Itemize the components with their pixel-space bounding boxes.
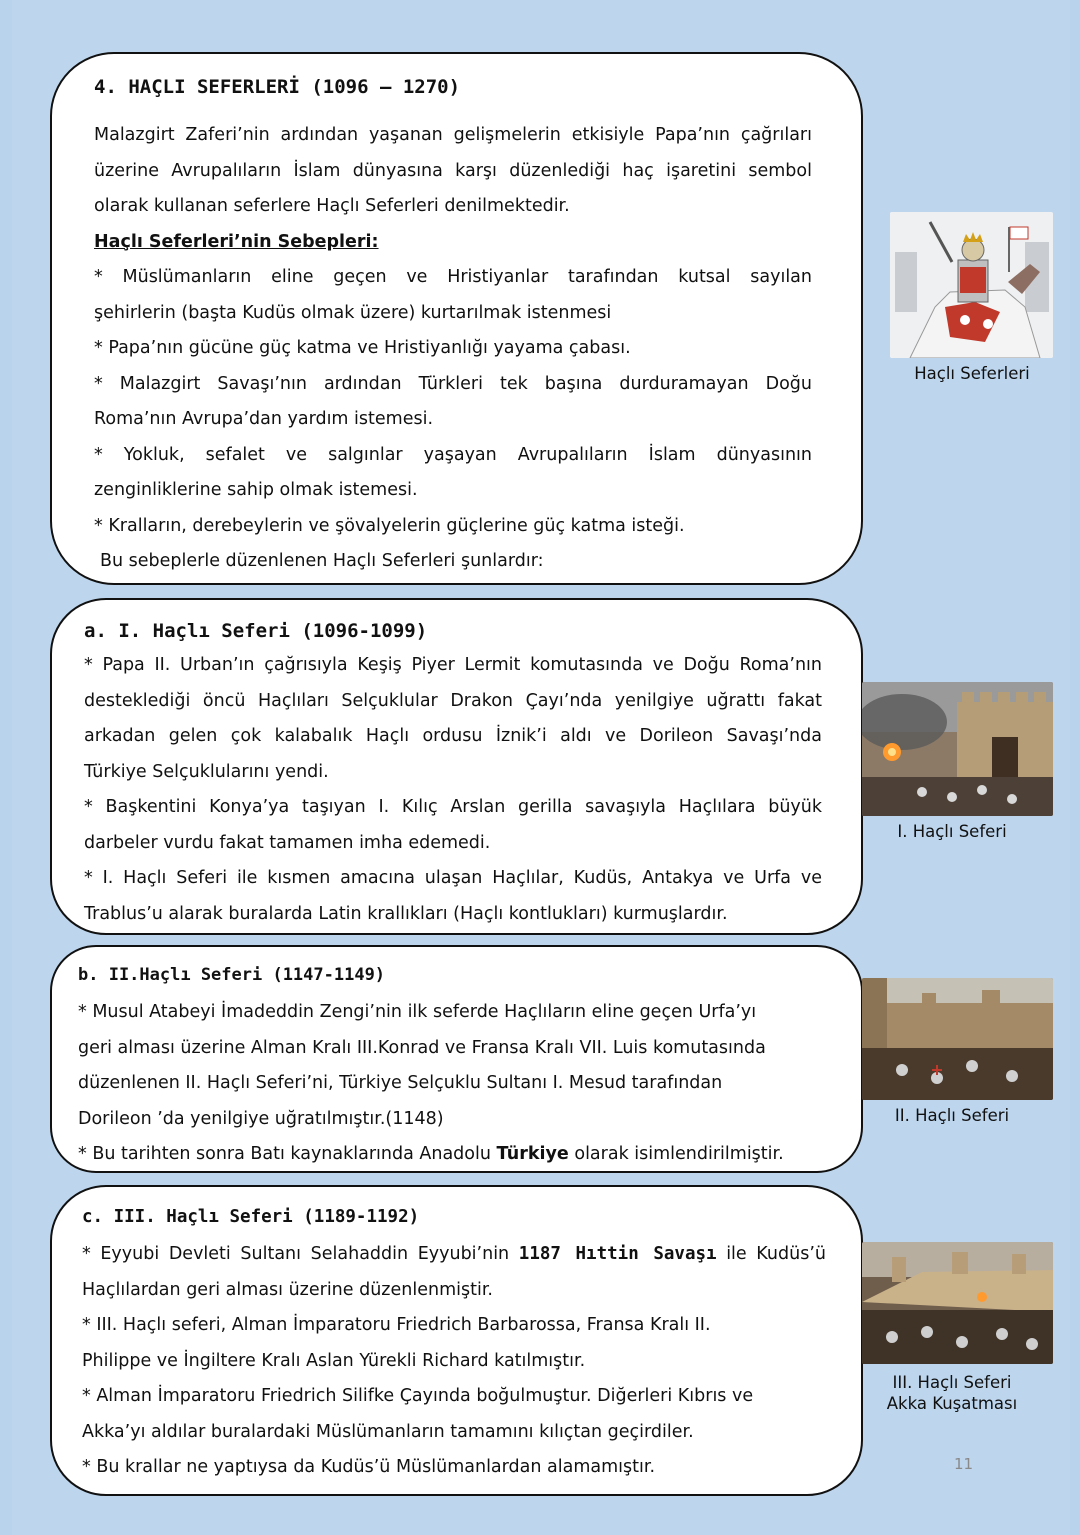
text-line: düzenlenen II. Haçlı Seferi’ni, Türkiye Selçuklu Sultanı I. Mesud tarafından — [78, 1073, 723, 1093]
section-box-third-crusade — [50, 1185, 863, 1496]
image-caption: II. Haçlı Seferi — [894, 1106, 1010, 1125]
text-line — [78, 1137, 838, 1173]
acre-siege-illustration — [862, 1242, 1053, 1364]
text-line: * I. Haçlı Seferi ile kısmen amacına ulaşan Haçlılar, Kudüs, Antakya ve Urfa ve — [84, 868, 822, 888]
page-number: 11 — [954, 1455, 974, 1473]
cause-line: * Kralların, derebeylerin ve şövalyelerin güçlerine güç katma isteği. — [94, 515, 685, 536]
causes-heading: Haçlı Seferleri’nin Sebepleri: — [94, 231, 379, 252]
text-segment: olarak isimlendirilmiştir. — [568, 1144, 784, 1164]
section-box-haclı-seferleri — [50, 52, 863, 585]
text-line: * Alman İmparatoru Friedrich Silifke Çayında boğulmuştur. Diğerleri Kıbrıs ve — [82, 1386, 754, 1406]
text-segment: * Bu tarihten sonra Batı kaynaklarında Anadolu — [78, 1144, 497, 1164]
second-crusade-image — [862, 978, 1053, 1100]
cause-line: * Müslümanların eline geçen ve Hristiyanlar tarafından kutsal sayılan — [94, 267, 812, 287]
caption-line: Akka Kuşatması — [886, 1394, 1018, 1413]
cause-line: şehirlerin (başta Kudüs olmak üzere) kurtarılmak istenmesi — [94, 302, 612, 323]
intro-line: üzerine Avrupalıların İslam dünyasına karşı düzenlediği haç işaretini sembol — [94, 160, 812, 181]
text-line: Dorileon ’da yenilgiye uğratılmıştır.(1148) — [78, 1108, 444, 1129]
text-segment: ile Kudüs’ü — [716, 1244, 826, 1264]
text-line: * Bu krallar ne yaptıysa da Kudüs’ü Müslümanlardan alamamıştır. — [82, 1457, 656, 1477]
text-line: Akka’yı aldılar buralardaki Müslümanların tamamını kılıçtan geçirdiler. — [82, 1421, 694, 1442]
text-line: * Musul Atabeyi İmadeddin Zengi’nin ilk seferde Haçlıların eline geçen Urfa’yı — [78, 1002, 757, 1022]
cause-line: * Malazgirt Savaşı’nın ardından Türkleri tek başına durduramayan Doğu — [94, 373, 812, 394]
cause-line: * Papa’nın gücüne güç katma ve Hristiyanlığı yayama çabası. — [94, 338, 631, 358]
section-box-first-crusade — [50, 598, 863, 935]
image-caption: Haçlı Seferleri — [914, 364, 1030, 383]
cause-line: Roma’nın Avrupa’dan yardım istemesi. — [94, 409, 434, 429]
battle-illustration — [862, 978, 1053, 1100]
text-line: desteklediği öncü Haçlıları Selçuklular Drakon Çayı’nda yenilgiye uğrattı fakat — [84, 690, 822, 711]
section-title: b. II.Haçlı Seferi (1147-1149) — [78, 965, 386, 985]
crusader-knight-image — [890, 212, 1053, 358]
text-line: * III. Haçlı seferi, Alman İmparatoru Friedrich Barbarossa, Fransa Kralı II. — [82, 1315, 711, 1335]
text-line: darbeler vurdu fakat tamamen imha edemedi. — [84, 832, 491, 853]
text-line: arkadan gelen çok kalabalık Haçlı ordusu İznik’i aldı ve Dorileon Savaşı’nda — [84, 726, 822, 746]
intro-line: Malazgirt Zaferi’nin ardından yaşanan gelişmelerin etkisiyle Papa’nın çağrıları — [94, 125, 812, 145]
bold-term: 1187 Hıttin Savaşı — [518, 1244, 717, 1264]
text-line: Türkiye Selçuklularını yendi. — [84, 761, 329, 782]
section-title: 4. HAÇLI SEFERLERİ (1096 – 1270) — [94, 76, 461, 98]
page — [12, 0, 1070, 1535]
cause-line: zenginliklerine sahip olmak istemesi. — [94, 480, 418, 500]
siege-illustration — [862, 682, 1053, 816]
text-line: * Başkentini Konya’ya taşıyan I. Kılıç Arslan gerilla savaşıyla Haçlılara büyük — [84, 797, 822, 817]
intro-line: olarak kullanan seferlere Haçlı Seferleri denilmektedir. — [94, 196, 570, 216]
text-line: * Papa II. Urban’ın çağrısıyla Keşiş Piyer Lermit komutasında ve Doğu Roma’nın — [84, 655, 822, 675]
section-title: c. III. Haçlı Seferi (1189-1192) — [82, 1207, 420, 1227]
third-crusade-image — [862, 1242, 1053, 1364]
cause-line: Bu sebeplerle düzenlenen Haçlı Seferleri şunlardır: — [100, 551, 544, 571]
first-crusade-image — [862, 682, 1053, 816]
crusader-knight-illustration — [890, 212, 1053, 358]
section-box-second-crusade — [50, 945, 863, 1173]
bold-term: Türkiye — [496, 1144, 569, 1164]
text-line — [82, 1237, 826, 1273]
text-line: geri alması üzerine Alman Kralı III.Konrad ve Fransa Kralı VII. Luis komutasında — [78, 1037, 766, 1058]
caption-line: III. Haçlı Seferi — [892, 1373, 1012, 1392]
text-segment: * Eyyubi Devleti Sultanı Selahaddin Eyyubi’nin — [82, 1244, 519, 1264]
image-caption — [854, 1372, 1050, 1414]
section-title: a. I. Haçlı Seferi (1096-1099) — [84, 620, 428, 642]
text-line: Philippe ve İngiltere Kralı Aslan Yürekli Richard katılmıştır. — [82, 1350, 586, 1371]
image-caption: I. Haçlı Seferi — [897, 822, 1007, 841]
text-line: Haçlılardan geri alması üzerine düzenlenmiştir. — [82, 1279, 493, 1300]
text-line: Trablus’u alarak buralarda Latin krallıkları (Haçlı kontlukları) kurmuşlardır. — [84, 903, 728, 924]
cause-line: * Yokluk, sefalet ve salgınlar yaşayan Avrupalıların İslam dünyasının — [94, 444, 812, 465]
